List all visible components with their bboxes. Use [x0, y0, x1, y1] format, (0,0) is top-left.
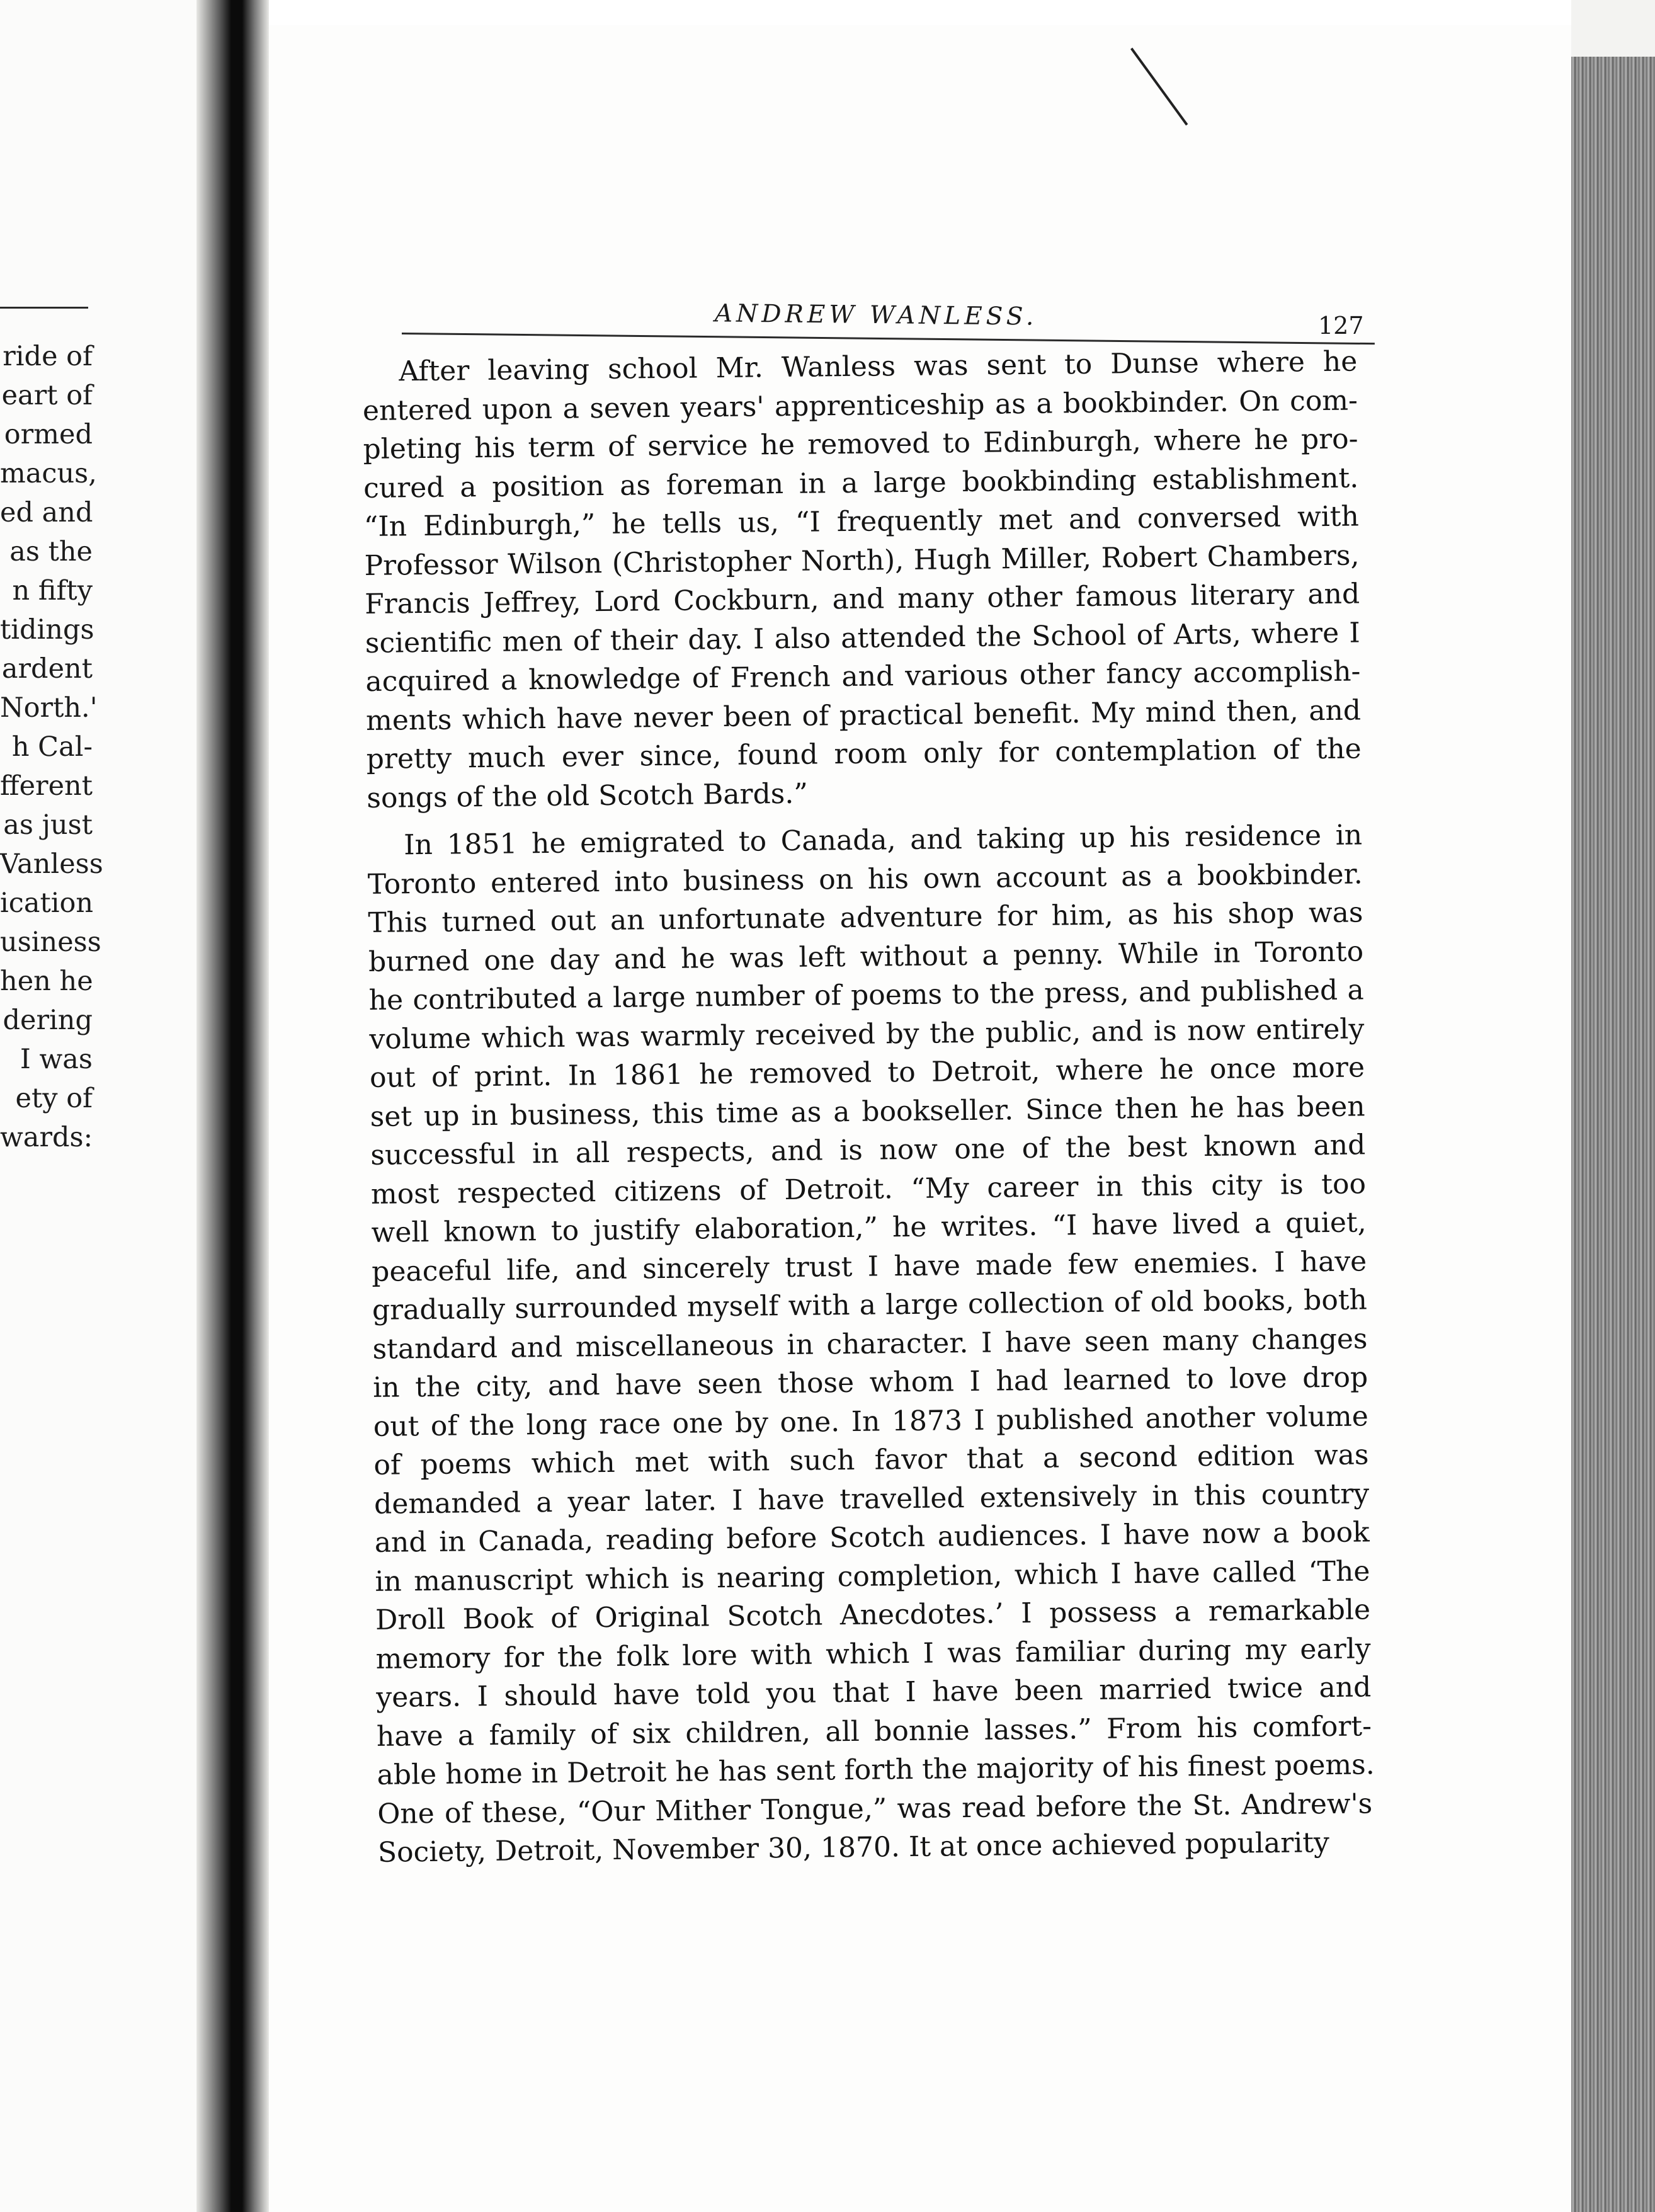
left-page-line: as just — [3, 809, 93, 841]
left-page-line: Vanless — [0, 848, 103, 880]
text-line: out of the long race one by one. In 1873 I published another volume — [373, 1400, 1369, 1443]
paragraph — [362, 342, 1362, 818]
book-fore-edge — [1571, 57, 1655, 2212]
text-line: In 1851 he emigrated to Canada, and taking up his residence in — [403, 819, 1363, 862]
paragraph — [367, 816, 1373, 1872]
left-page-line: as the — [9, 536, 93, 567]
text-line: entered upon a seven years' apprenticeship as a bookbinder. On com- — [362, 384, 1358, 427]
left-page-line: hen he — [0, 966, 93, 997]
left-page-line: dering — [3, 1005, 93, 1036]
left-page-line: ormed — [4, 419, 93, 450]
left-page-line: ety of — [15, 1083, 93, 1114]
text-line: and in Canada, reading before Scotch audiences. I have now a book — [374, 1516, 1370, 1559]
text-line: out of print. In 1861 he removed to Detroit, where he once more — [369, 1051, 1365, 1094]
text-line: able home in Detroit he has sent forth the majority of his finest poems. — [377, 1748, 1375, 1791]
left-page-line: North.' — [0, 692, 98, 724]
text-line: Professor Wilson (Christopher North), Hugh Miller, Robert Chambers, — [364, 539, 1360, 582]
text-line: “In Edinburgh,” he tells us, “I frequently met and conversed with — [363, 500, 1360, 543]
text-line: Droll Book of Original Scotch Anecdotes.’ I possess a remarkable — [375, 1593, 1371, 1636]
text-line: set up in business, this time as a bookseller. Since then he has been — [370, 1090, 1365, 1133]
text-line: peaceful life, and sincerely trust I have made few enemies. I have — [372, 1245, 1367, 1288]
left-page-text — [0, 337, 103, 1157]
text-line: acquired a knowledge of French and various other fancy accomplish- — [365, 655, 1361, 698]
left-page-line: fferent — [0, 770, 93, 802]
left-page-line: ardent — [1, 653, 93, 685]
left-page-line: ride of — [3, 341, 93, 372]
left-page-line: ed and — [0, 497, 93, 528]
left-page-line: h Cal- — [11, 731, 93, 763]
left-page-line: ication — [0, 887, 94, 919]
text-line: well known to justify elaboration,” he writes. “I have lived a quiet, — [371, 1206, 1367, 1249]
text-line: he contributed a large number of poems to the press, and published a — [368, 974, 1364, 1017]
left-page-line: eart of — [1, 380, 93, 411]
text-line: memory for the folk lore with which I was familiar during my early — [375, 1632, 1371, 1675]
text-line: After leaving school Mr. Wanless was sent to Dunse where he — [399, 345, 1358, 388]
text-line: standard and miscellaneous in character. I have seen many changes — [372, 1322, 1368, 1365]
text-line: Francis Jeffrey, Lord Cockburn, and many other famous literary and — [364, 578, 1360, 620]
left-page-line: wards: — [0, 1122, 93, 1153]
text-line: most respected citizens of Detroit. “My career in this city is too — [370, 1167, 1367, 1211]
left-page-line: tidings — [0, 614, 94, 646]
text-line: years. I should have told you that I have been married twice and — [376, 1671, 1372, 1714]
text-line: scientific men of their day. I also attended the School of Arts, where I — [365, 616, 1361, 659]
text-line: cured a position as foreman in a large bookbinding establishment. — [363, 461, 1359, 505]
running-head: ANDREW WANLESS. — [714, 299, 1038, 331]
text-line: Society, Detroit, November 30, 1870. It at once achieved popularity — [377, 1827, 1330, 1869]
page-number: 127 — [1318, 312, 1364, 339]
left-page-line: I was — [20, 1044, 93, 1075]
left-page-line: n fifty — [12, 575, 93, 607]
book-gutter — [196, 0, 269, 2212]
text-line: pleting his term of service he removed to Edinburgh, where he pro- — [363, 423, 1358, 465]
text-line: volume which was warmly received by the public, and is now entirely — [369, 1012, 1365, 1056]
text-line: of poems which met with such favor that a second edition was — [373, 1439, 1369, 1481]
text-line: Toronto entered into business on his own account as a bookbinder. — [367, 857, 1363, 901]
body-text — [362, 342, 1373, 1872]
left-facing-page — [0, 0, 230, 2212]
text-line: ments which have never been of practical benefit. My mind then, and — [365, 693, 1362, 737]
text-line: have a family of six children, all bonnie lasses.” From his comfort- — [376, 1709, 1372, 1753]
text-line: burned one day and he was left without a penny. While in Toronto — [368, 935, 1364, 978]
left-page-line: macus, — [0, 458, 97, 489]
text-line: This turned out an unfortunate adventure for him, as his shop was — [368, 896, 1363, 939]
text-line: pretty much ever since, found room only for contemplation of the — [366, 733, 1362, 775]
text-line: One of these, “Our Mither Tongue,” was read before the St. Andrew's — [377, 1787, 1373, 1830]
left-page-rule — [0, 307, 88, 309]
text-line: in manuscript which is nearing completion, which I have called ‘The — [375, 1554, 1370, 1598]
text-line: in the city, and have seen those whom I had learned to love drop — [372, 1361, 1368, 1404]
text-line: songs of the old Scotch Bards.” — [367, 777, 809, 814]
fore-edge-top — [1571, 0, 1655, 57]
left-page-line: usiness — [0, 926, 101, 958]
text-line: demanded a year later. I have travelled extensively in this country — [373, 1477, 1370, 1520]
text-line: successful in all respects, and is now one of the best known and — [370, 1129, 1366, 1172]
text-line: gradually surrounded myself with a large collection of old books, both — [372, 1284, 1368, 1326]
